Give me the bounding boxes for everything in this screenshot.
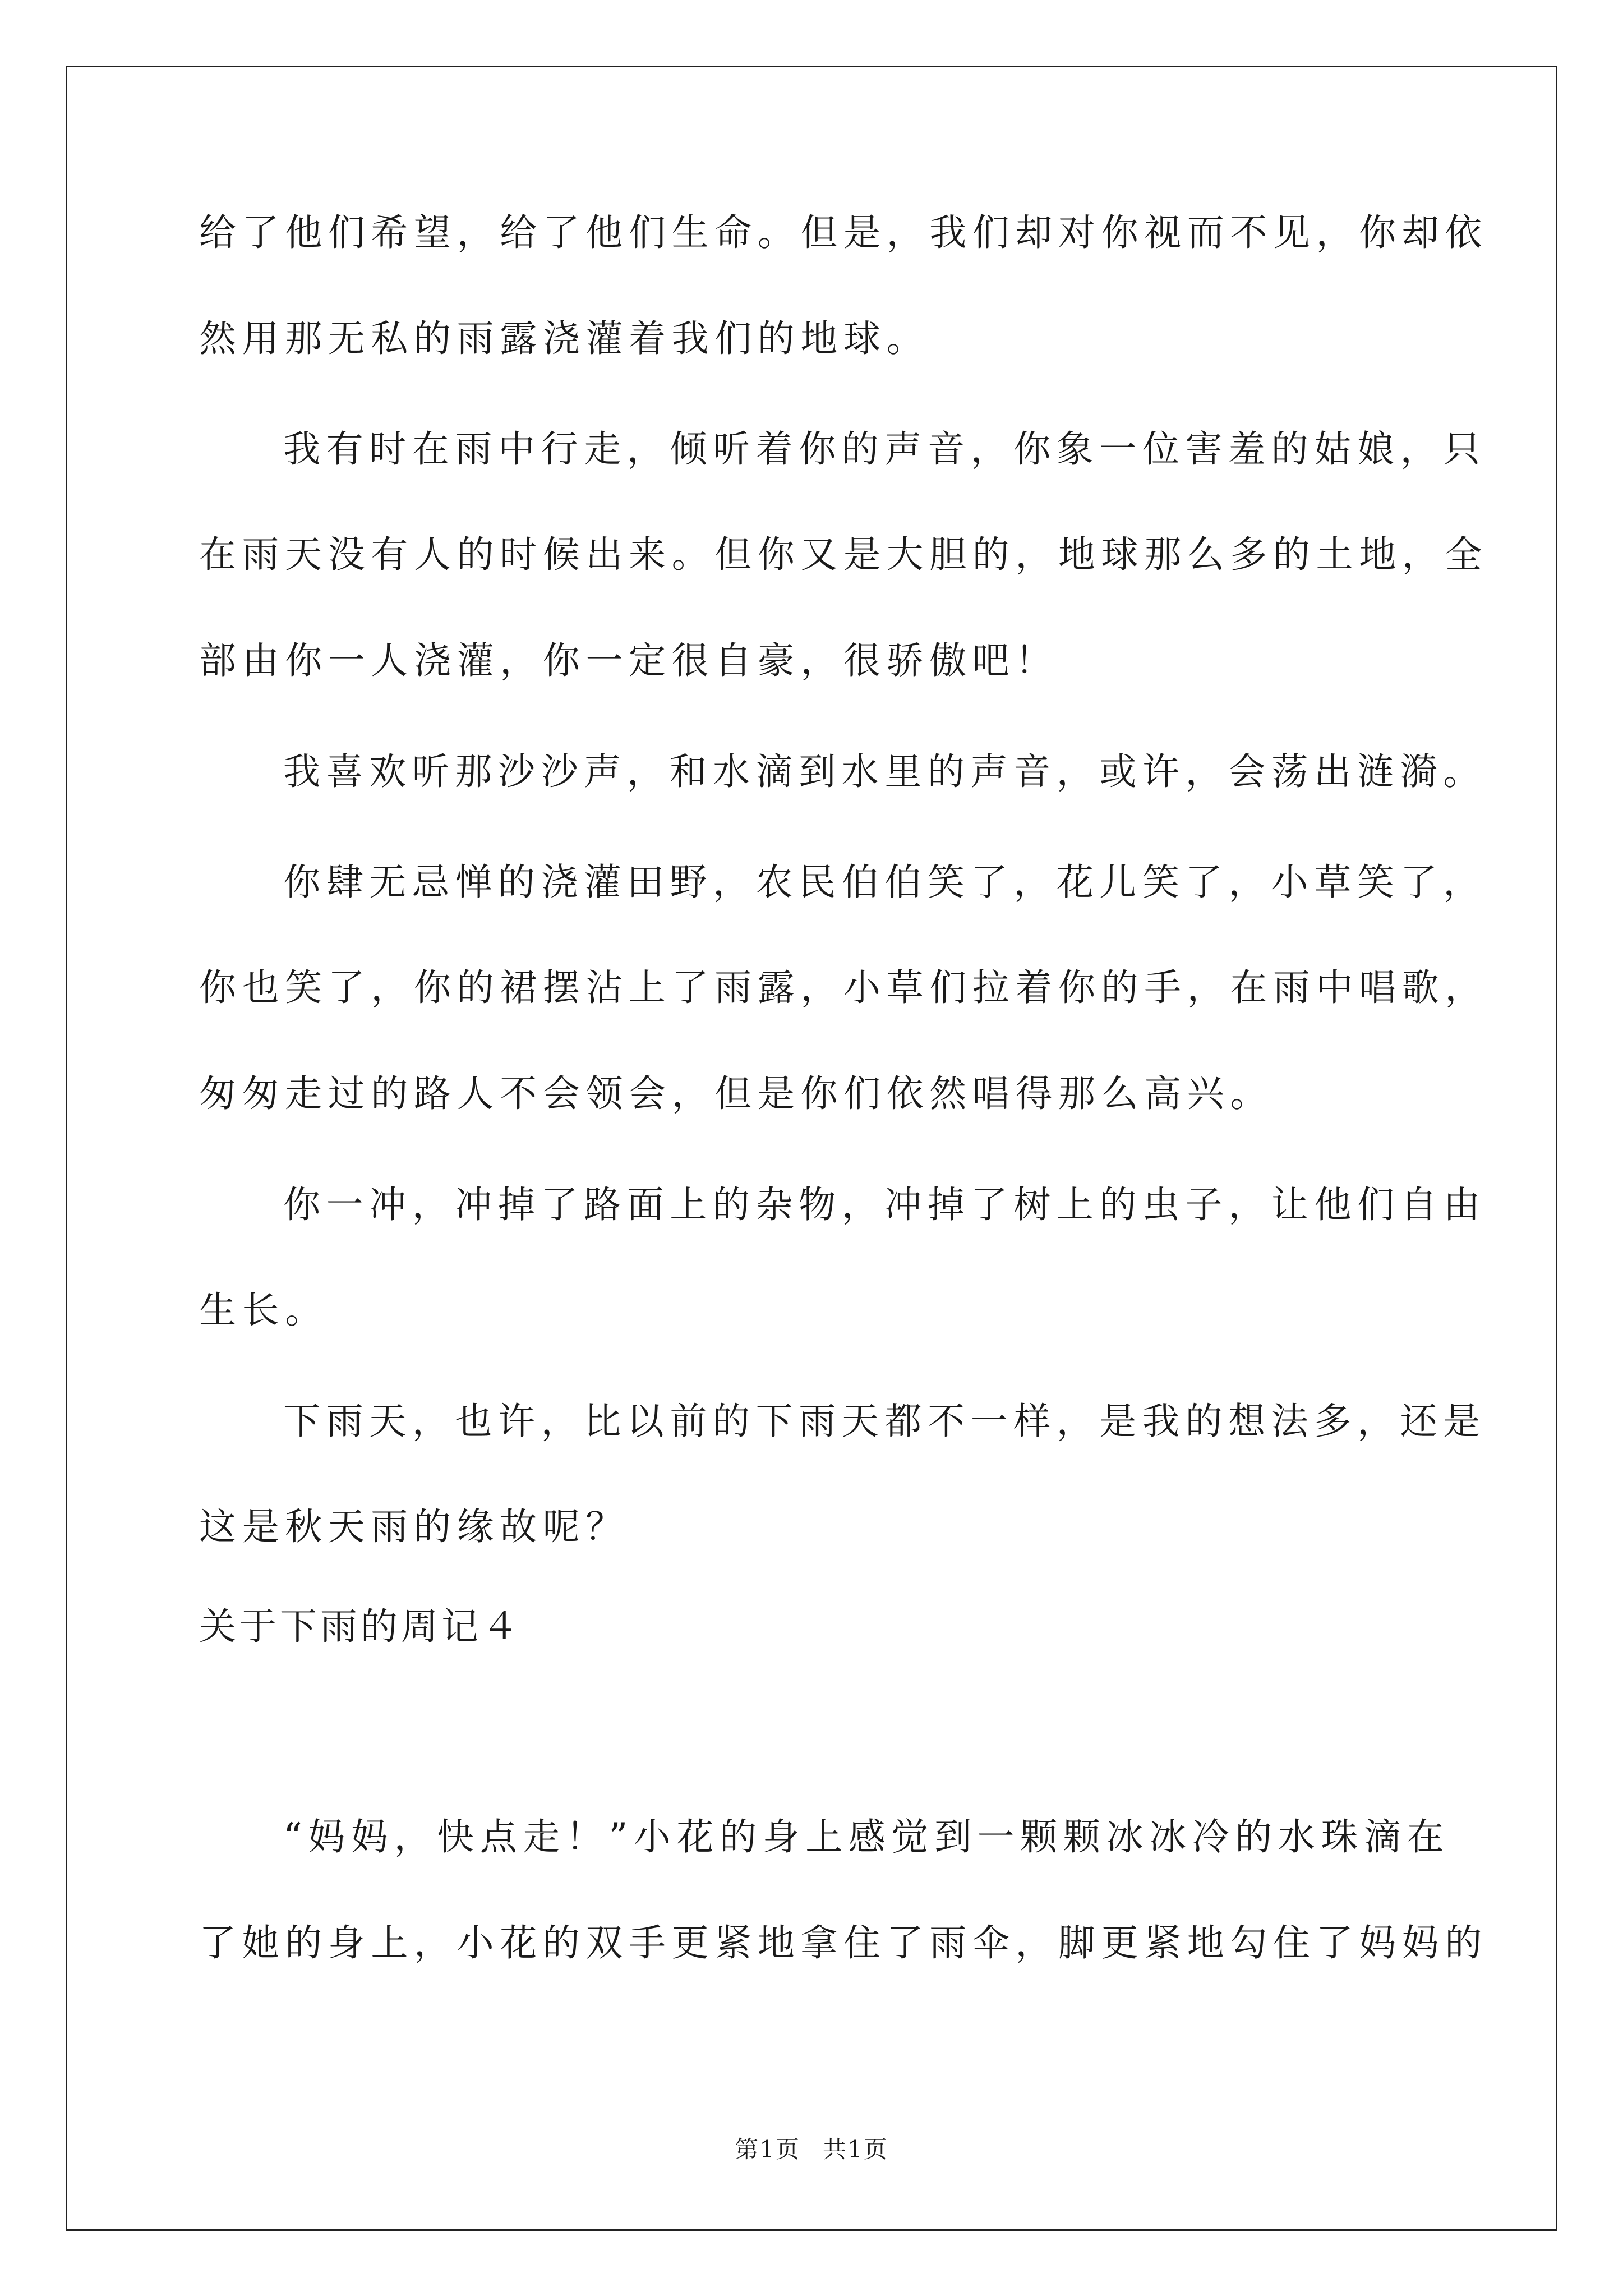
page-footer (0, 2133, 1623, 2166)
paragraph-line: 我喜欢听那沙沙声，和水滴到水里的声音，或许，会荡出涟漪。 (283, 750, 1486, 793)
paragraph-line: 我有时在雨中行走，倾听着你的声音，你象一位害羞的姑娘，只 (283, 427, 1486, 471)
page-total: 共1页 (823, 2136, 888, 2163)
paragraph-line: 你也笑了，你的裙摆沾上了雨露，小草们拉着你的手，在雨中唱歌， (199, 966, 1488, 1009)
section-heading: 关于下雨的周记４ (199, 1605, 522, 1648)
page-number: 第1页 (735, 2136, 800, 2163)
paragraph-line: 然用那无私的雨露浇灌着我们的地球。 (199, 317, 930, 360)
paragraph-line: 在雨天没有人的时候出来。但你又是大胆的，地球那么多的土地，全 (199, 533, 1488, 576)
paragraph-line: 了她的身上，小花的双手更紧地拿住了雨伞，脚更紧地勾住了妈妈的 (199, 1921, 1488, 1964)
page-border (66, 66, 1557, 2231)
paragraph-line: 部由你一人浇灌，你一定很自豪，很骄傲吧！ (199, 639, 1058, 682)
paragraph-line: “妈妈，快点走！”小花的身上感觉到一颗颗冰冰冷的水珠滴在 (283, 1815, 1450, 1858)
paragraph-line: 给了他们希望，给了他们生命。但是，我们却对你视而不见，你却依 (199, 211, 1488, 254)
paragraph-line: 你肆无忌惮的浇灌田野，农民伯伯笑了，花儿笑了，小草笑了， (283, 861, 1486, 904)
paragraph-line: 这是秋天雨的缘故呢？ (199, 1505, 629, 1548)
paragraph-line: 匆匆走过的路人不会领会，但是你们依然唱得那么高兴。 (199, 1072, 1273, 1115)
paragraph-line: 生长。 (199, 1289, 328, 1332)
paragraph-line: 下雨天，也许，比以前的下雨天都不一样，是我的想法多，还是 (283, 1400, 1486, 1443)
paragraph-line: 你一冲，冲掉了路面上的杂物，冲掉了树上的虫子，让他们自由 (283, 1183, 1486, 1226)
